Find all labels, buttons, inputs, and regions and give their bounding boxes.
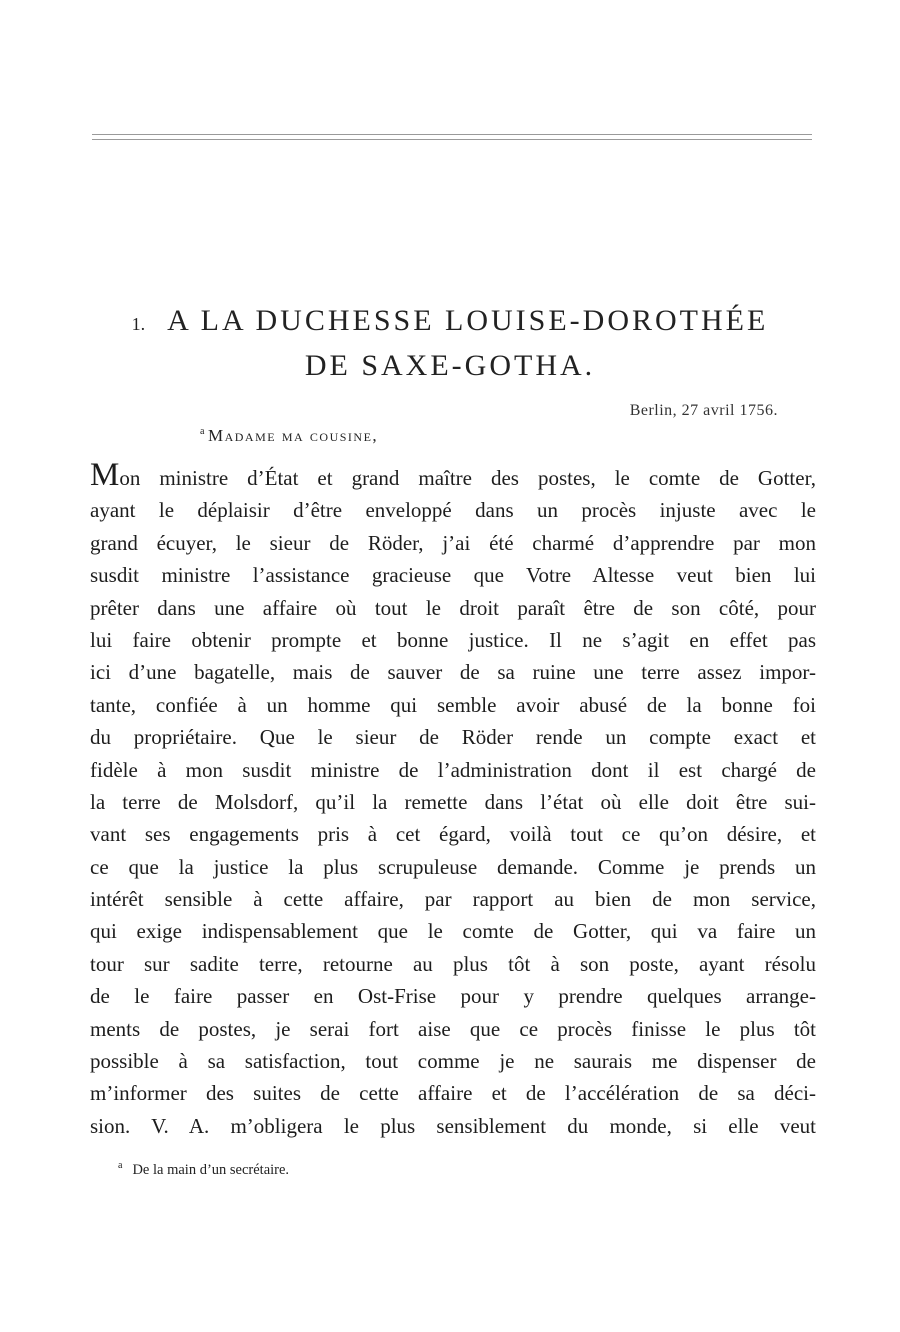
letter-line: sion. V. A. m’obligera le plus sensiblement du monde, si elle veut	[90, 1113, 816, 1138]
letter-heading	[0, 300, 900, 387]
letter-line: la terre de Molsdorf, qu’il la remette dans l’état où elle doit être sui-	[90, 789, 816, 814]
salutation	[200, 426, 378, 446]
footnote-mark: a	[118, 1160, 123, 1171]
letter-line: possible à sa satisfaction, tout comme je ne saurais me dispenser de	[90, 1049, 816, 1074]
letter-line: ici d’une bagatelle, mais de sauver de sa ruine une terre assez impor-	[90, 660, 816, 685]
drop-cap: M	[90, 457, 120, 493]
letter-line: intérêt sensible à cette affaire, par rapport au bien de mon service,	[90, 887, 816, 912]
footnote	[118, 1160, 289, 1179]
footnote-text: De la main d’un secrétaire.	[132, 1161, 290, 1178]
letter-line: vant ses engagements pris à cet égard, voilà tout ce qu’on désire, et	[90, 822, 816, 847]
letter-line: fidèle à mon susdit ministre de l’administration dont il est chargé de	[90, 757, 816, 782]
letter-line: Mon ministre d’État et grand maître des postes, le comte de Gotter,	[90, 457, 816, 493]
letter-line: grand écuyer, le sieur de Röder, j’ai été charmé d’apprendre par mon	[90, 530, 816, 555]
letter-line: susdit ministre l’assistance gracieuse que Votre Altesse veut bien lui	[90, 563, 816, 588]
letter-line: tour sur sadite terre, retourne au plus tôt à son poste, ayant résolu	[90, 951, 816, 976]
letter-line: ayant le déplaisir d’être enveloppé dans un procès injuste avec le	[90, 498, 816, 523]
heading-text-1: A LA DUCHESSE LOUISE-DOROTHÉE	[167, 304, 769, 337]
letter-line: prêter dans une affaire où tout le droit paraît être de son côté, pour	[90, 595, 816, 620]
top-rule	[92, 134, 812, 135]
letter-line: ce que la justice la plus scrupuleuse demande. Comme je prends un	[90, 854, 816, 879]
letter-body	[90, 457, 816, 1142]
salutation-text: Madame ma cousine,	[207, 426, 379, 445]
heading-line-1	[0, 300, 900, 345]
letter-line: de le faire passer en Ost-Frise pour y prendre quelques arrange-	[90, 984, 816, 1009]
letter-line: du propriétaire. Que le sieur de Röder rende un compte exact et	[90, 725, 816, 750]
salutation-note-mark: a	[200, 426, 206, 438]
letter-line: tante, confiée à un homme qui semble avoir abusé de la bonne foi	[90, 692, 816, 717]
heading-line-2: DE SAXE-GOTHA.	[304, 349, 596, 382]
letter-line: m’informer des suites de cette affaire et de l’accélération de sa déci-	[90, 1081, 816, 1106]
letter-line: lui faire obtenir prompte et bonne justice. Il ne s’agit en effet pas	[90, 627, 816, 652]
letter-number: 1.	[131, 314, 146, 334]
top-rule-double	[92, 139, 812, 140]
letter-line: qui exige indispensablement que le comte de Gotter, qui va faire un	[90, 919, 816, 944]
letter-line: ments de postes, je serai fort aise que ce procès finisse le plus tôt	[90, 1016, 816, 1041]
dateline: Berlin, 27 avril 1756.	[629, 402, 778, 419]
